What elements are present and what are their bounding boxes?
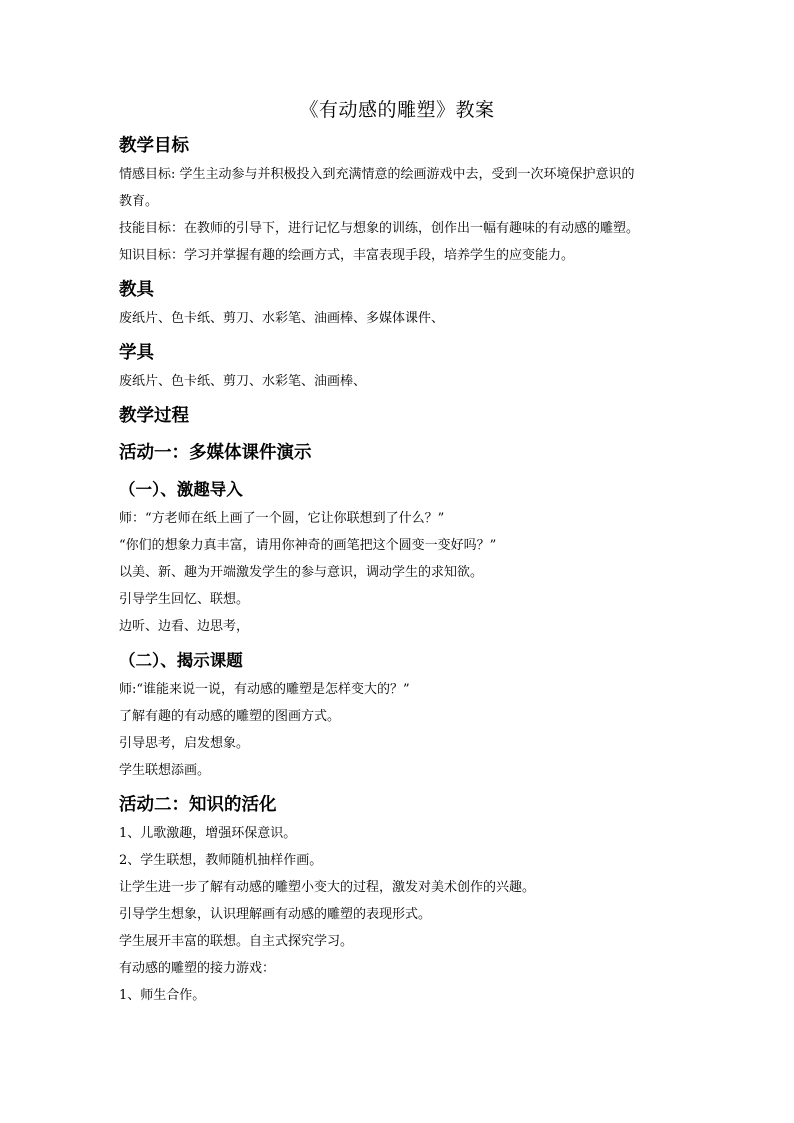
activity1-part2-line: 学生联想添画。 — [119, 763, 211, 778]
activity2-line: 有动感的雕塑的接力游戏： — [119, 961, 276, 976]
activity2-line: 让学生进一步了解有动感的雕塑小变大的过程，激发对美术创作的兴趣。 — [119, 880, 536, 895]
document-body — [119, 134, 689, 1005]
activity2-line: 1、师生合作。 — [119, 988, 206, 1003]
goal-skill: 技能目标：在教师的引导下，进行记忆与想象的训练，创作出一幅有趣味的有动感的雕塑。 — [119, 221, 640, 236]
heading-activity1-part1: （一）、激趣导入 — [119, 480, 243, 499]
activity2-line: 2、学生联想，教师随机抽样作画。 — [119, 853, 323, 868]
activity1-part2-line: 引导思考，启发想象。 — [119, 736, 250, 751]
heading-teaching-tools: 教具 — [119, 280, 154, 300]
activity1-part1-line: “你们的想象力真丰富，请用你神奇的画笔把这个圆变一变好吗？” — [119, 538, 497, 553]
heading-process: 教学过程 — [119, 406, 189, 426]
activity1-part1-line: 边听、边看、边思考， — [119, 619, 250, 634]
activity1-part2-line: 师:“谁能来说一说，有动感的雕塑是怎样变大的？” — [119, 682, 410, 697]
teaching-tools-list: 废纸片、色卡纸、剪刀、水彩笔、油画棒、多媒体课件、 — [119, 311, 445, 326]
activity2-line: 引导学生想象，认识理解画有动感的雕塑的表现形式。 — [119, 907, 432, 922]
activity1-part1-line: 师：“方老师在纸上画了一个圆，它让你联想到了什么？” — [119, 511, 445, 526]
heading-student-tools: 学具 — [119, 343, 154, 363]
activity2-line: 1、儿歌激趣，增强环保意识。 — [119, 826, 297, 841]
goal-emotion: 情感目标: 学生主动参与并积极投入到充满情意的绘画游戏中去，受到一次环境保护意识的 — [119, 167, 635, 182]
heading-activity1-part2: （二）、揭示课题 — [119, 651, 243, 670]
activity1-part1-line: 引导学生回忆、联想。 — [119, 592, 250, 607]
activity1-part1-line: 以美、新、趣为开端激发学生的参与意识，调动学生的求知欲。 — [119, 565, 484, 580]
activity1-part2-line: 了解有趣的有动感的雕塑的图画方式。 — [119, 709, 341, 724]
document-title: 《有动感的雕塑》教案 — [299, 99, 495, 121]
goal-emotion-cont: 教育。 — [119, 194, 159, 209]
heading-goals: 教学目标 — [119, 136, 189, 156]
heading-activity1: 活动一：多媒体课件演示 — [119, 443, 312, 463]
goal-knowledge: 知识目标：学习并掌握有趣的绘画方式，丰富表现手段，培养学生的应变能力。 — [119, 248, 575, 263]
activity2-line: 学生展开丰富的联想。自主式探究学习。 — [119, 934, 354, 949]
student-tools-list: 废纸片、色卡纸、剪刀、水彩笔、油画棒、 — [119, 374, 367, 389]
heading-activity2: 活动二：知识的活化 — [119, 795, 277, 815]
